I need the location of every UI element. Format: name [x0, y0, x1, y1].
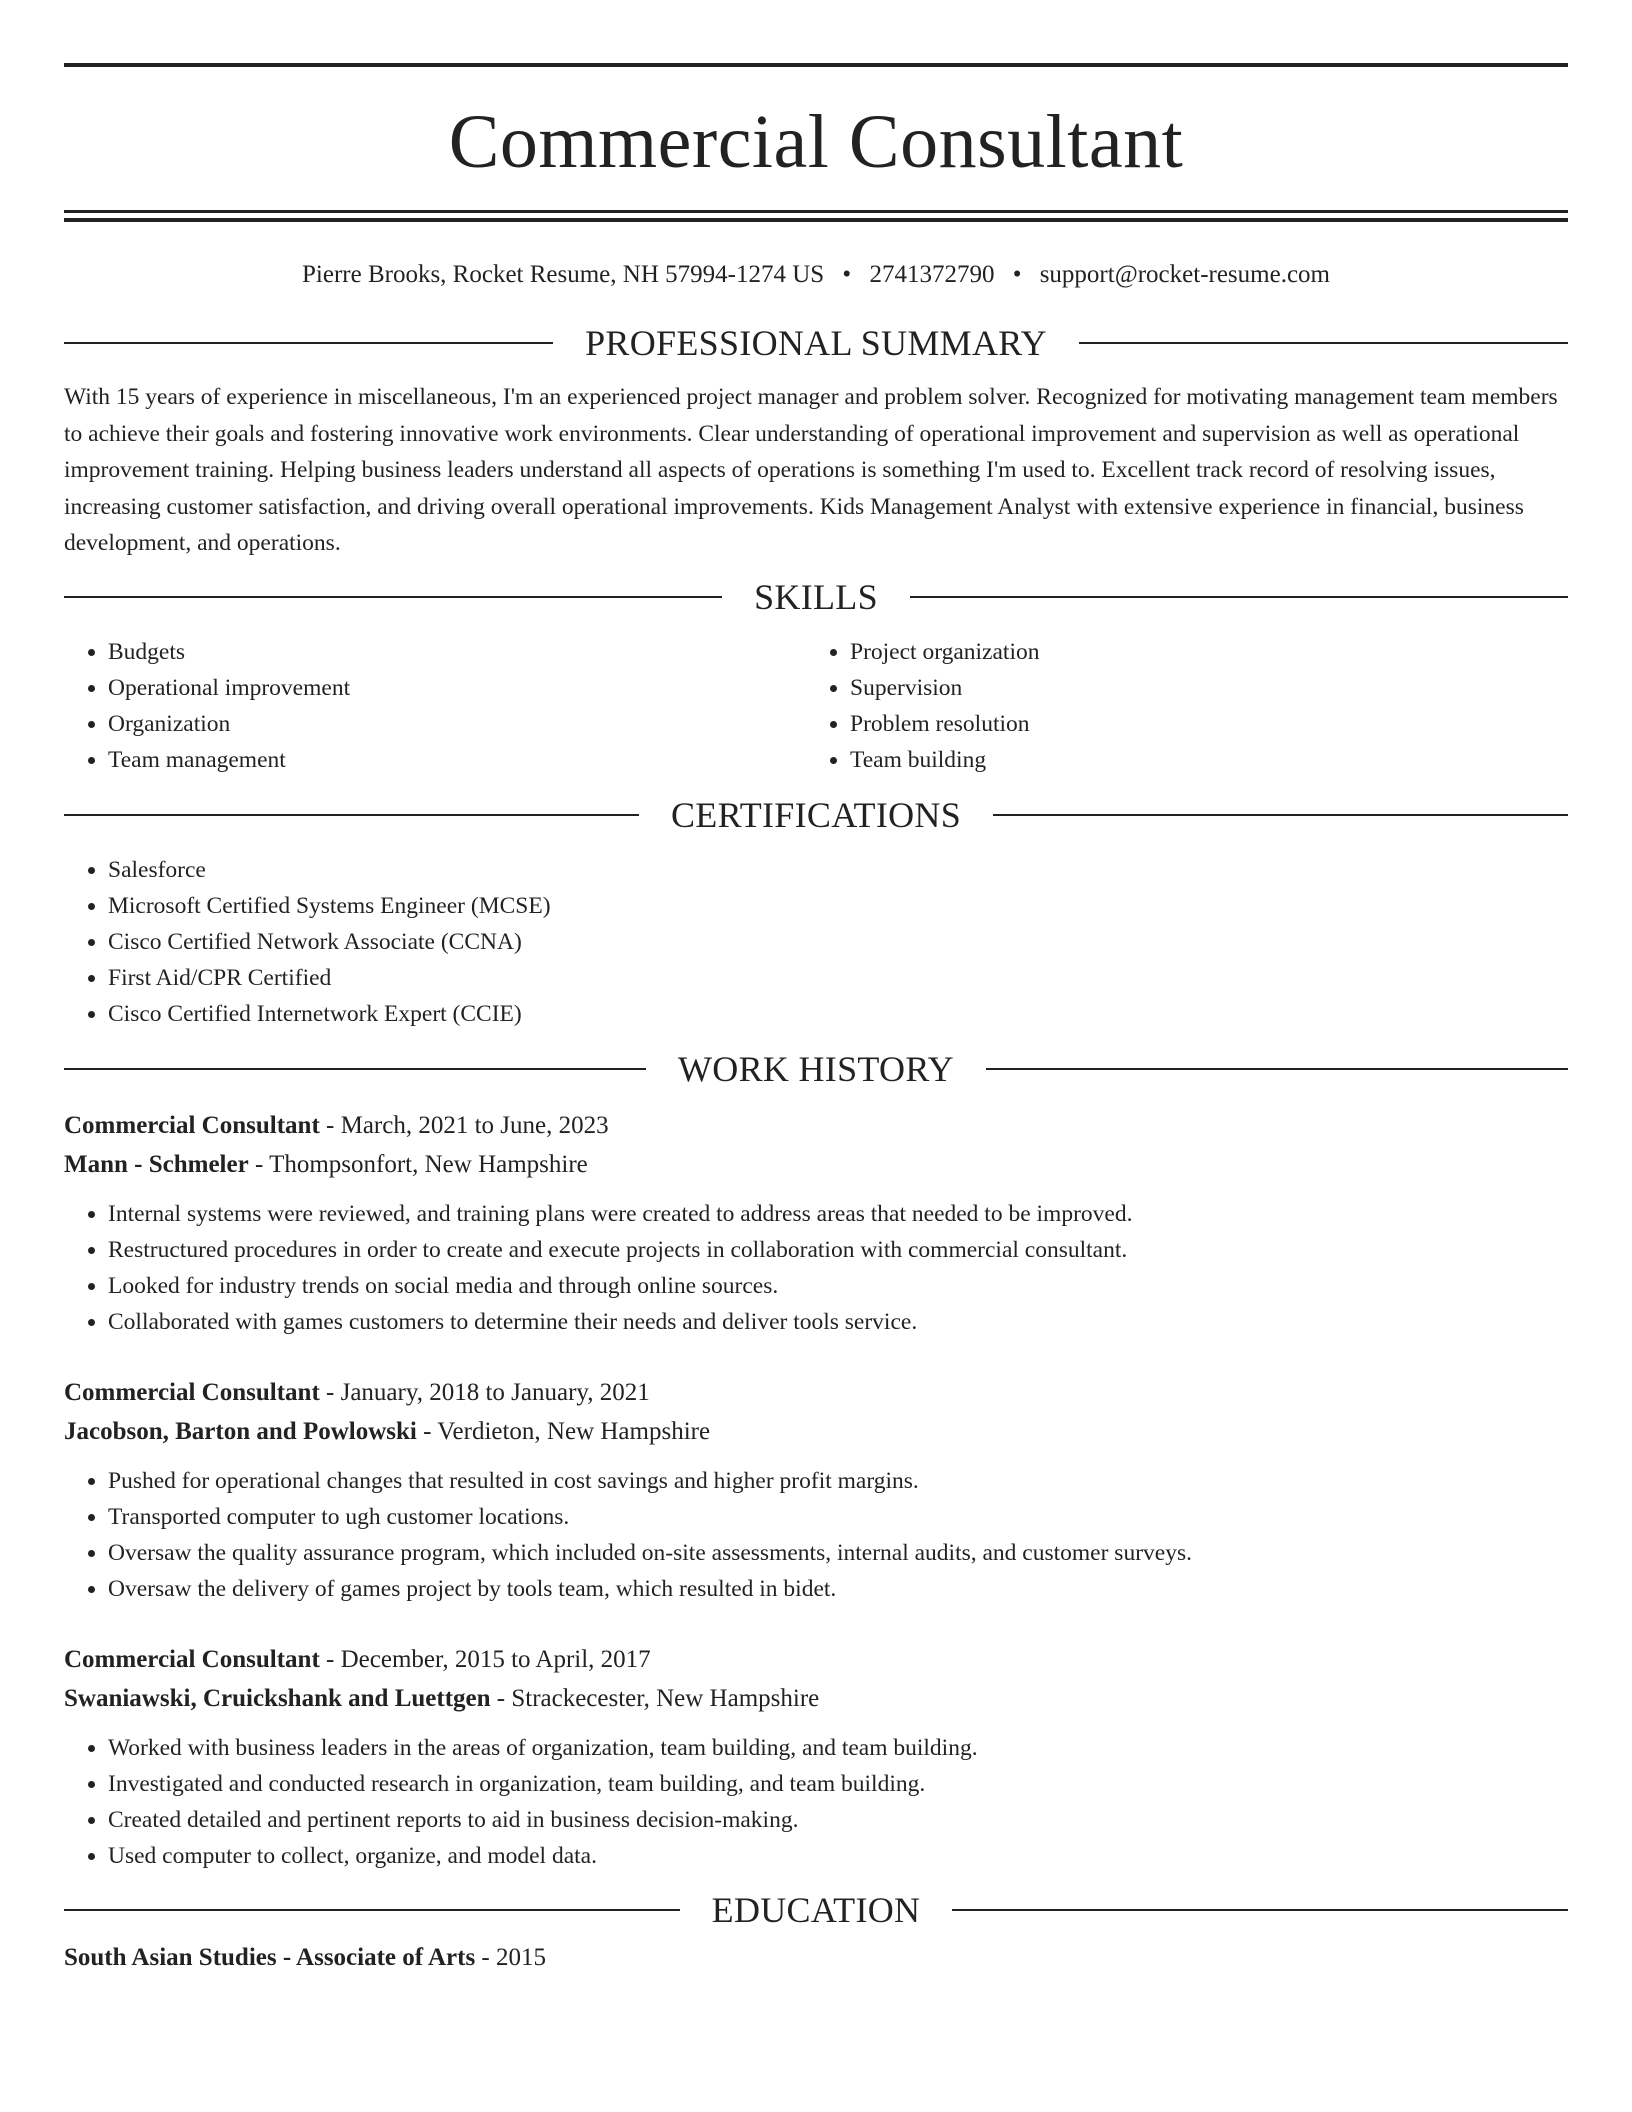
education-year: 2015	[496, 1943, 546, 1971]
contact-address: Pierre Brooks, Rocket Resume, NH 57994-1274 US	[302, 261, 825, 288]
job-entry	[64, 1640, 1568, 1874]
section-rule	[986, 1068, 1568, 1070]
job-bullet: • Created detailed and pertinent reports to aid in business decision-making.	[108, 1802, 1568, 1838]
certification-item: • Cisco Certified Internetwork Expert (CCIE)	[108, 996, 1568, 1032]
education-entry	[64, 1938, 1568, 1977]
job-company: Jacobson, Barton and Powlowski	[64, 1417, 417, 1445]
job-dates: December, 2015 to April, 2017	[340, 1645, 651, 1673]
job-title-line	[64, 1640, 1568, 1679]
section-header-certifications	[64, 795, 1568, 835]
job-bullet: • Used computer to collect, organize, and model data.	[108, 1838, 1568, 1874]
job-bullet: • Internal systems were reviewed, and training plans were created to address areas that needed to be improved.	[108, 1196, 1568, 1232]
section-header-education	[64, 1890, 1568, 1930]
job-bullets	[64, 1196, 1568, 1340]
skills-column-right	[806, 634, 1568, 778]
separator: -	[248, 1150, 270, 1178]
certification-item: • First Aid/CPR Certified	[108, 960, 1568, 996]
job-bullet: • Transported computer to ugh customer locations.	[108, 1499, 1568, 1535]
job-location: Thompsonfort, New Hampshire	[269, 1150, 588, 1178]
job-bullet: • Oversaw the quality assurance program, which included on-site assessments, internal audits, and customer surveys.	[108, 1535, 1568, 1571]
skill-item: • Operational improvement	[108, 670, 806, 706]
job-bullets	[64, 1463, 1568, 1607]
page-title: Commercial Consultant	[448, 100, 1184, 184]
separator: -	[319, 1111, 341, 1139]
job-dates: January, 2018 to January, 2021	[340, 1378, 650, 1406]
title-double-rule	[64, 210, 1568, 222]
job-location: Strackecester, New Hampshire	[511, 1684, 820, 1712]
job-bullet: • Restructured procedures in order to create and execute projects in collaboration with commercial consultant.	[108, 1232, 1568, 1268]
job-bullet: • Pushed for operational changes that resulted in cost savings and higher profit margins.	[108, 1463, 1568, 1499]
job-role: Commercial Consultant	[64, 1378, 320, 1406]
top-rule	[64, 63, 1568, 67]
job-bullet: • Oversaw the delivery of games project by tools team, which resulted in bidet.	[108, 1571, 1568, 1607]
section-header-summary	[64, 323, 1568, 363]
certification-item: • Salesforce	[108, 852, 1568, 888]
bullet-separator: •	[842, 261, 852, 288]
job-entry	[64, 1106, 1568, 1340]
separator: -	[475, 1943, 496, 1971]
bullet-separator: •	[1012, 261, 1022, 288]
job-bullet: • Worked with business leaders in the areas of organization, team building, and team building.	[108, 1730, 1568, 1766]
skill-item: • Organization	[108, 706, 806, 742]
job-company-line	[64, 1412, 1568, 1451]
separator: -	[490, 1684, 512, 1712]
skill-item: • Project organization	[850, 634, 1568, 670]
education-degree: South Asian Studies - Associate of Arts	[64, 1943, 476, 1971]
skill-item: • Budgets	[108, 634, 806, 670]
section-rule	[64, 1068, 646, 1070]
skill-item: • Team building	[850, 742, 1568, 778]
contact-phone: 2741372790	[869, 261, 995, 288]
section-rule	[1079, 342, 1568, 344]
contact-email: support@rocket-resume.com	[1039, 261, 1330, 288]
contact-line	[64, 260, 1568, 290]
job-bullet: • Investigated and conducted research in organization, team building, and team building.	[108, 1766, 1568, 1802]
section-title: EDUCATION	[711, 1889, 921, 1930]
section-rule	[64, 814, 639, 816]
skills-list	[64, 634, 1568, 778]
job-dates: March, 2021 to June, 2023	[340, 1111, 609, 1139]
section-header-work-history	[64, 1049, 1568, 1089]
skills-column-left	[64, 634, 806, 778]
job-company-line	[64, 1145, 1568, 1184]
section-header-skills	[64, 577, 1568, 617]
certifications-list	[64, 852, 1568, 1032]
job-title-line	[64, 1106, 1568, 1145]
section-rule	[64, 596, 722, 598]
skill-item: • Team management	[108, 742, 806, 778]
section-title: CERTIFICATIONS	[670, 794, 962, 835]
job-entry	[64, 1373, 1568, 1607]
section-rule	[993, 814, 1568, 816]
section-title: PROFESSIONAL SUMMARY	[585, 323, 1047, 363]
job-company: Mann - Schmeler	[64, 1150, 249, 1178]
separator: -	[416, 1417, 438, 1445]
job-bullet: • Looked for industry trends on social media and through online sources.	[108, 1268, 1568, 1304]
job-location: Verdieton, New Hampshire	[437, 1417, 711, 1445]
section-rule	[64, 342, 553, 344]
certification-item: • Cisco Certified Network Associate (CCNA)	[108, 924, 1568, 960]
job-bullets	[64, 1730, 1568, 1874]
skill-item: • Supervision	[850, 670, 1568, 706]
certification-item: • Microsoft Certified Systems Engineer (MCSE)	[108, 888, 1568, 924]
summary-text: With 15 years of experience in miscellaneous, I'm an experienced project manager and problem solver. Recognized for motivating management team members to achieve their goals and fostering innovative work environments. Clear understanding of operational improvement and supervision as well as operational improvement training. Helping business leaders understand all aspects of operations is something I'm used to. Excellent track record of resolving issues, increasing customer satisfaction, and driving overall operational improvements. Kids Management Analyst with extensive experience in financial, business development, and operations.	[64, 384, 1558, 556]
job-title-line	[64, 1373, 1568, 1412]
section-title: WORK HISTORY	[678, 1048, 954, 1089]
job-company: Swaniawski, Cruickshank and Luettgen	[64, 1684, 491, 1712]
job-role: Commercial Consultant	[64, 1111, 320, 1139]
section-title: SKILLS	[754, 576, 878, 617]
skill-item: • Problem resolution	[850, 706, 1568, 742]
job-bullet: • Collaborated with games customers to determine their needs and deliver tools service.	[108, 1304, 1568, 1340]
job-company-line	[64, 1679, 1568, 1718]
separator: -	[319, 1378, 341, 1406]
job-role: Commercial Consultant	[64, 1645, 320, 1673]
separator: -	[319, 1645, 341, 1673]
section-rule	[64, 1909, 680, 1911]
section-rule	[910, 596, 1568, 598]
section-rule	[952, 1909, 1568, 1911]
